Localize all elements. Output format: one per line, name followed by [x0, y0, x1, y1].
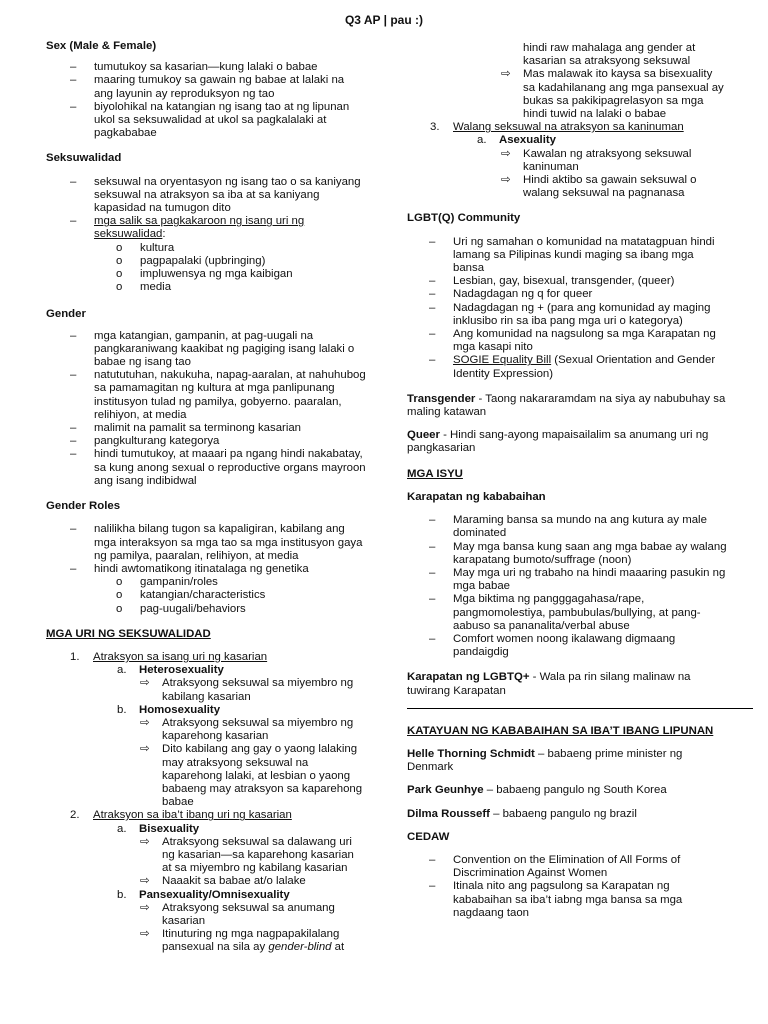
list-item-text: Dito kabilang ang gay o yaong lalaking may atraksyong seksuwal na kaparehong lalaki, at lesbian o yaong babaeng may atraksyon sa kaparehong babae [162, 743, 363, 809]
list-item [46, 677, 366, 703]
list-marker: o [116, 254, 123, 267]
list-marker: – [70, 61, 77, 74]
list-item-text: Atraksyong seksuwal sa anumang kasarian [162, 901, 335, 927]
section-heading-katayuan: KATAYUAN NG KABABAIHAN SA IBA’T IBANG LIPUNAN [407, 724, 714, 737]
definition-transgender: Transgender - Taong nakararamdam na siya ay nabubuhay sa maling katawan [407, 392, 726, 419]
list-item-text: hindi awtomatikong itinatalaga ng genetika [94, 562, 309, 575]
list-item-text: Convention on the Elimination of All Forms of Discrimination Against Women [453, 853, 681, 880]
list-item: – seksuwal na oryentasyon ng isang tao o sa kaniyang seksuwal na atraksyon sa iba at sa kaniyang kapasidad na tumugon dito [70, 175, 361, 215]
list-item [46, 242, 366, 255]
list-item [46, 61, 366, 74]
list-item-text: Maraming bansa sa mundo na ang kutura ay male dominated [453, 514, 707, 540]
section-heading-gender: Gender [46, 308, 86, 321]
list-item-text: Nadagdagan ng q for queer [453, 288, 593, 301]
list-item-text: Ang komunidad na nagsulong sa mga Karapatan ng mga kasapi nito [453, 328, 716, 354]
list-marker: ⇨ [140, 743, 150, 756]
list-item [46, 369, 366, 422]
subheading-asex: a. Asexuality [477, 134, 556, 147]
list-item [407, 514, 727, 540]
subheading-bi: a. Bisexuality [117, 822, 200, 835]
list-item [407, 541, 727, 567]
list-marker: – [70, 435, 77, 448]
sex-list [46, 61, 366, 140]
list-item [407, 174, 727, 200]
list-item-text: pangkulturang kategorya [94, 435, 220, 448]
list-item-text: mga katangian, gampanin, at pag-uugali na pangkaraniwang kaakibat ng pagiging isang lalaki o babae ng isang tao [94, 329, 355, 369]
section-heading-mga-uri: MGA URI NG SEKSUWALIDAD [46, 627, 211, 640]
list-marker: – [429, 593, 436, 606]
list-marker: – [429, 288, 436, 301]
subheading-hetero: a. Heterosexuality [117, 664, 224, 677]
list-item-text: Kawalan ng atraksyong seksuwal kaninuman [523, 147, 692, 173]
list-marker: – [70, 369, 77, 382]
list-item [407, 302, 727, 328]
list-marker: ⇨ [140, 677, 150, 690]
list-item-text: May mga bansa kung saan ang mga babae ay walang karapatang bumoto/suffrage (noon) [453, 540, 727, 566]
list-item-text: nalilikha bilang tugon sa kapaligiran, kabilang ang mga interaksyon sa mga tao sa mga institusyon gaya ng pamilya, paaralan, relihiyon, at media [94, 523, 363, 562]
list-item-text: biyolohikal na katangian ng isang tao at ng lipunan ukol sa seksuwalidad at ukol sa pagkalalaki at pagkababae [94, 100, 350, 140]
lgbt-list [407, 236, 727, 355]
list-item-text: Atraksyong seksuwal sa miyembro ng kaparehong kasarian [162, 716, 354, 743]
list-marker: – [429, 514, 436, 527]
list-marker: – [70, 562, 77, 575]
list-item [46, 74, 366, 100]
section-heading-gender-roles: Gender Roles [46, 500, 121, 513]
list-item-text: gampanin/roles [140, 576, 218, 589]
list-item [46, 435, 366, 448]
numbered-item-1: 1. Atraksyon sa isang uri ng kasarian [70, 650, 268, 663]
list-marker: o [116, 589, 123, 602]
list-marker: o [116, 241, 123, 254]
list-marker: – [429, 328, 436, 341]
continued-text: hindi raw mahalaga ang gender at kasarian sa atraksyong seksuwal [523, 42, 696, 68]
asex-list [407, 148, 727, 201]
list-marker: o [116, 602, 123, 615]
list-item [46, 576, 366, 589]
subheading-pan: b. Pansexuality/Omnisexuality [117, 888, 290, 901]
list-item [407, 567, 727, 593]
list-item [46, 448, 366, 488]
list-item-text: Atraksyong seksuwal sa dalawang uri ng kasarian—sa kaparehong kasarian at sa miyembro ng kabilang kasarian [162, 835, 354, 875]
definition-helle: Helle Thorning Schmidt – babaeng prime minister ng Denmark [407, 747, 683, 774]
definition-dilma: Dilma Rousseff – babaeng pangulo ng brazil [407, 807, 637, 820]
list-marker: – [429, 301, 436, 314]
section-heading-isyu: MGA ISYU [407, 467, 463, 480]
list-item [46, 603, 366, 616]
list-item-text: Uri ng samahan o komunidad na matatagpuan hindi lamang sa Pilipinas kundi maging sa ibang mga bansa [453, 235, 715, 275]
list-item [46, 717, 366, 743]
list-item-text: katangian/characteristics [140, 589, 266, 602]
numbered-item-2: 2. Atraksyon sa iba’t ibang uri ng kasarian [70, 809, 292, 822]
list-item-text: Itinala nito ang pagsulong sa Karapatan ng kababaihan sa iba’t iabng mga bansa sa mga nagdaang taon [453, 880, 683, 919]
list-item [46, 281, 366, 294]
karapatan-list [407, 514, 727, 659]
list-item: ⇨ Itinuturing ng mga nagpapakilalang pansexual na sila ay gender-blind at [140, 928, 345, 954]
pan-list [46, 902, 366, 928]
list-item [46, 330, 366, 370]
list-marker: – [70, 448, 77, 461]
list-item: – mga salik sa pagkakaroon ng isang uri ng seksuwalidad: [70, 215, 305, 241]
list-item [46, 836, 366, 876]
list-item [407, 880, 727, 920]
section-heading-sex: Sex (Male & Female) [46, 40, 157, 52]
list-marker: – [429, 853, 436, 866]
list-marker: ⇨ [140, 716, 150, 729]
list-item-text: pag-uugali/behaviors [140, 602, 246, 615]
list-item: ⇨ Mas malawak ito kaysa sa bisexuality sa kadahilanang ang mga pansexual ay bukas sa pakikipagrelasyon sa mga hindi tuwid na lalaki o babae [501, 68, 724, 121]
list-item [46, 743, 366, 809]
list-marker: – [429, 540, 436, 553]
definition-lgbtq: Karapatan ng LGBTQ+ - Wala pa rin silang malinaw na tuwirang Karapatan [407, 671, 691, 697]
section-heading-lgbt: LGBT(Q) Community [407, 212, 521, 225]
list-item-text: media [140, 281, 172, 294]
list-marker: – [70, 74, 77, 87]
document-title: Q3 AP | pau :) [344, 13, 424, 27]
list-item [46, 268, 366, 281]
list-item-text: impluwensya ng mga kaibigan [140, 268, 293, 281]
list-marker: – [70, 523, 77, 536]
list-marker: ⇨ [501, 174, 511, 187]
list-item-text: tumutukoy sa kasarian—kung lalaki o babae [94, 61, 318, 74]
hetero-list [46, 677, 366, 703]
list-item [46, 563, 366, 576]
list-item [407, 633, 727, 659]
list-item [46, 589, 366, 602]
list-marker: – [429, 880, 436, 893]
list-item [407, 288, 727, 301]
list-item-text: malimit na pamalit sa terminong kasarian [94, 422, 302, 435]
sogie-link[interactable]: SOGIE Equality Bill [453, 354, 552, 367]
list-item-text: Hindi aktibo sa gawain seksuwal o walang seksuwal na pagnanasa [523, 174, 697, 200]
list-marker: – [70, 422, 77, 435]
list-item-text: maaring tumukoy sa gawain ng babae at lalaki na ang layunin ay reproduksyon ng tao [94, 74, 345, 100]
list-marker: o [116, 268, 123, 281]
definition-park: Park Geunhye – babaeng pangulo ng South Korea [407, 784, 667, 797]
list-item-text: May mga uri ng trabaho na hindi maaaring pasukin ng mga babae [453, 566, 726, 593]
list-item-text: natututuhan, nakukuha, napag-aaralan, at nahuhubog sa pamamagitan ng kultura at mga panlipunang institusyon tulad ng pamilya, gobyerno. paaralan, relihiyon, at media [94, 369, 366, 421]
list-item [407, 236, 727, 276]
bi-list [46, 836, 366, 889]
section-heading-seksuwalidad: Seksuwalidad [46, 152, 122, 165]
list-item-text: Lesbian, gay, bisexual, transgender, (queer) [453, 275, 675, 288]
list-item [46, 902, 366, 928]
list-item [407, 328, 727, 354]
gender-list [46, 330, 366, 488]
subheading-karapatan: Karapatan ng kababaihan [407, 490, 546, 503]
list-item: – SOGIE Equality Bill (Sexual Orientation and Gender Identity Expression) [429, 354, 716, 380]
list-item [407, 854, 727, 880]
list-marker: – [429, 566, 436, 579]
left-column [46, 40, 366, 955]
list-item [407, 148, 727, 174]
list-marker: o [116, 576, 123, 589]
roles-sublist [46, 576, 366, 616]
list-marker: – [429, 235, 436, 248]
list-marker: ⇨ [140, 875, 150, 888]
list-marker: – [70, 329, 77, 342]
list-marker: o [116, 281, 123, 294]
homo-list [46, 717, 366, 809]
list-item-text: hindi tumutukoy, at maaari pa ngang hindi nakabatay, sa kung anong sexual o reproductive organs mayroon ang isang indibidwal [94, 448, 366, 487]
list-marker: – [70, 100, 77, 113]
list-item [46, 101, 366, 141]
list-marker: ⇨ [501, 147, 511, 160]
list-item [46, 422, 366, 435]
section-heading-cedaw: CEDAW [407, 830, 450, 843]
cedaw-list [407, 854, 727, 920]
list-item [46, 523, 366, 563]
list-item-text: Comfort women noong ikalawang digmaang pandaigdig [453, 632, 676, 659]
salik-sublist [46, 242, 366, 295]
list-marker: ⇨ [140, 901, 150, 914]
list-marker: ⇨ [140, 835, 150, 848]
subheading-homo: b. Homosexuality [117, 703, 221, 716]
numbered-item-3: 3. Walang seksuwal na atraksyon sa kaninuman [430, 121, 684, 134]
list-item-text: pagpapalaki (upbringing) [140, 254, 266, 267]
list-item [407, 593, 727, 633]
salik-link[interactable]: mga salik sa pagkakaroon ng isang uri ng seksuwalidad [94, 215, 305, 241]
list-item [46, 875, 366, 888]
roles-list [46, 523, 366, 576]
list-marker: – [429, 632, 436, 645]
list-item-text: Naaakit sa babae at/o lalake [162, 875, 306, 888]
list-item-text: kultura [140, 241, 175, 254]
list-item-text: Atraksyong seksuwal sa miyembro ng kabilang kasarian [162, 677, 354, 703]
list-marker: – [429, 275, 436, 288]
list-item-text: Nadagdagan ng + (para ang komunidad ay maging inklusibo rin sa iba pang mga uri o kategorya) [453, 301, 711, 327]
list-item-text: Mga biktima ng pangggagahasa/rape, pangmomolestiya, pambubulas/bullying, at pang-aabuso sa pananalita/verbal abuse [453, 593, 701, 632]
definition-queer: Queer - Hindi sang-ayong mapaisailalim sa anumang uri ng pangkasarian [407, 429, 709, 455]
list-item [407, 275, 727, 288]
right-column [407, 42, 727, 920]
list-item [46, 255, 366, 268]
